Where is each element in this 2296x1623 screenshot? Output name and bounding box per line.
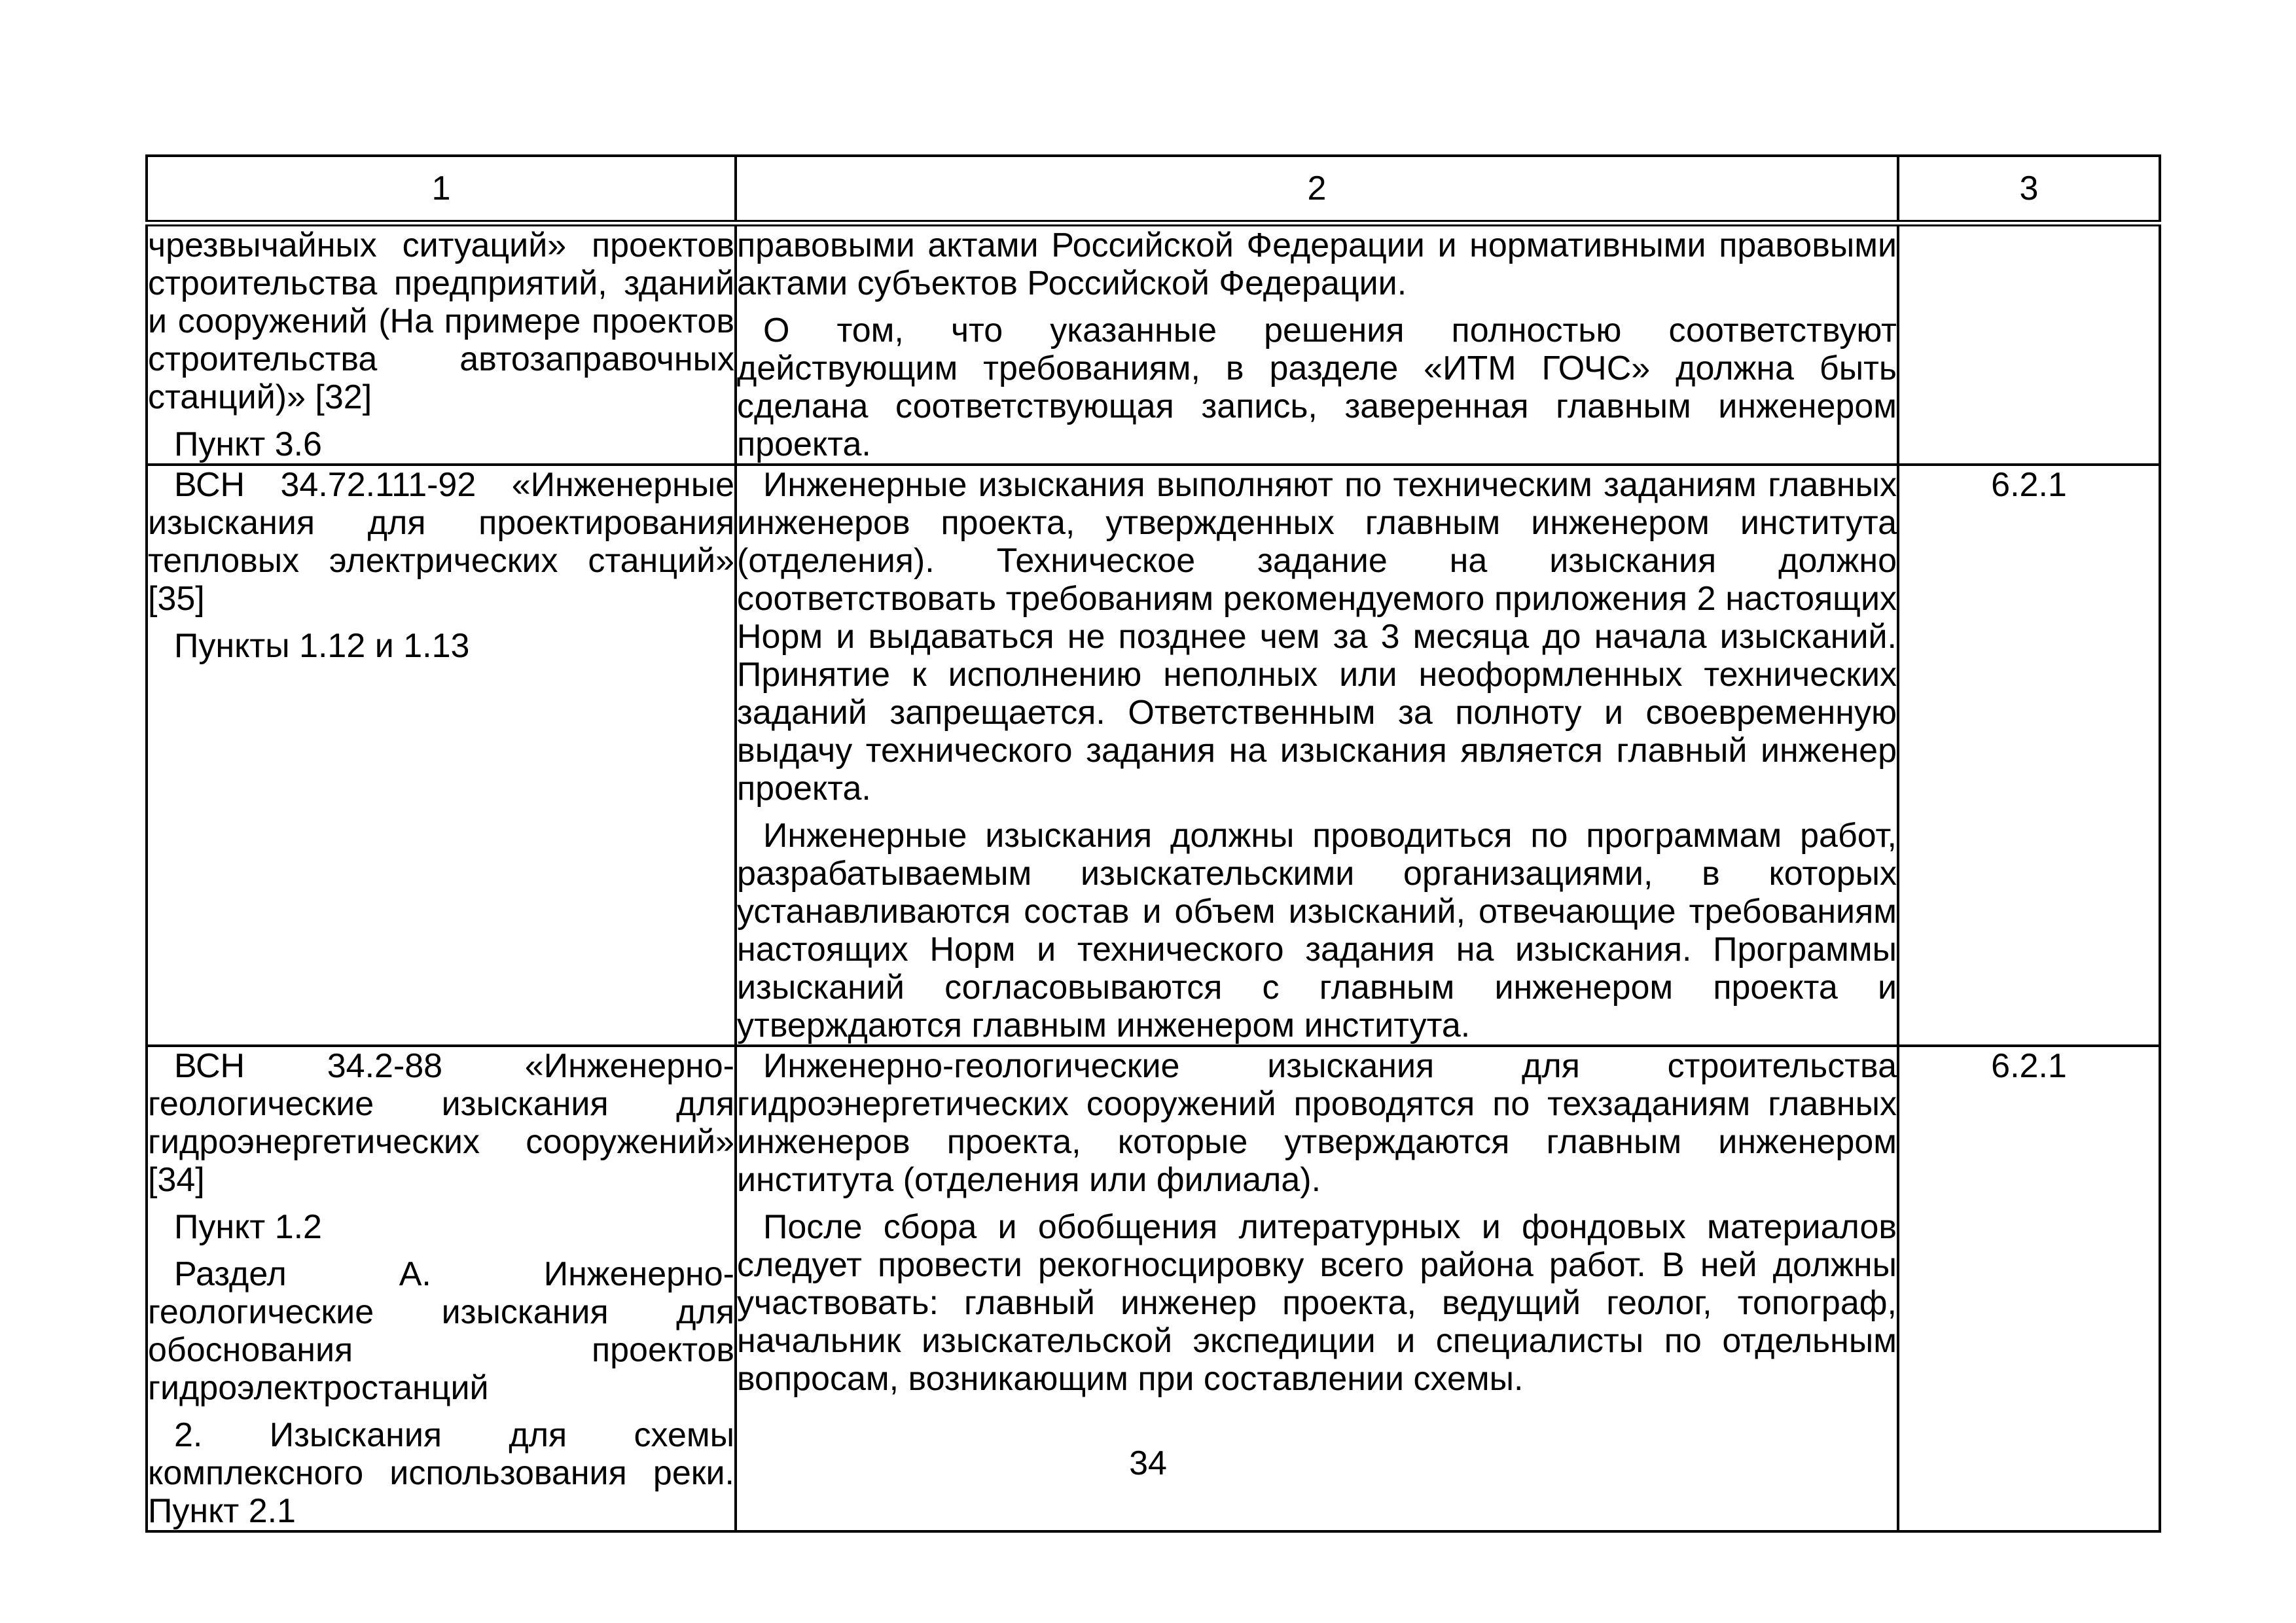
requirement-text-cell: [736, 223, 1898, 465]
document-title: ВСН 34.72.111-92 «Инженерные изыскания для проектирования тепловых электрических станций» [35]: [148, 466, 734, 618]
clause-reference: Пункт 3.6: [174, 425, 322, 463]
table-header-row: [147, 156, 2160, 223]
clause-reference: Пункт 1.2: [174, 1208, 322, 1246]
regulations-table: [145, 154, 2161, 1533]
header-col-3: 3: [1898, 156, 2160, 223]
requirement-paragraph: После сбора и обобщения литературных и фондовых материалов следует провести рекогносцировку всего района работ. В ней должны участвовать: главный инженер проекта, ведущий геолог, топограф, начальник изыскательской экспедиции и специалисты по отдельным вопросам, возникающим при составлении схемы.: [737, 1208, 1897, 1398]
requirement-paragraph: правовыми актами Российской Федерации и нормативными правовыми актами субъектов Российской Федерации.: [737, 226, 1897, 302]
subsection-title: 2. Изыскания для схемы комплексного использования реки. Пункт 2.1: [148, 1416, 734, 1530]
requirement-text-cell: [736, 465, 1898, 1046]
table-row: [147, 465, 2160, 1046]
section-reference-cell: 6.2.1: [1898, 1046, 2160, 1531]
page-number: 34: [1129, 1444, 1167, 1482]
section-reference-cell: [1898, 223, 2160, 465]
document-reference-cell: [147, 223, 736, 465]
table-row: [147, 223, 2160, 465]
requirement-paragraph: Инженерные изыскания должны проводиться по программам работ, разрабатываемым изыскательскими организациями, в которых устанавливаются состав и объем изысканий, отвечающие требованиям настоящих Норм и технического задания на изыскания. Программы изысканий согласовываются с главным инженером проекта и утверждаются главным инженером института.: [737, 817, 1897, 1044]
document-reference-cell: [147, 465, 736, 1046]
requirement-paragraph: Инженерно-геологические изыскания для строительства гидроэнергетических сооружений проводятся по техзаданиям главных инженеров проекта, которые утверждаются главным инженером института (отделения или филиала).: [737, 1047, 1897, 1199]
document-title: ВСН 34.2-88 «Инженерно-геологические изыскания для гидроэнергетических сооружений» [34]: [148, 1047, 734, 1199]
requirement-paragraph: О том, что указанные решения полностью соответствуют действующим требованиям, в разделе «ИТМ ГОЧС» должна быть сделана соответствующая запись, заверенная главным инженером проекта.: [737, 312, 1897, 463]
header-col-2: 2: [736, 156, 1898, 223]
header-col-1: 1: [147, 156, 736, 223]
document-title: чрезвычайных ситуаций» проектов строительства предприятий, зданий и сооружений (На примере проектов строительства автозаправочных станций)» [32]: [148, 226, 734, 416]
section-reference-cell: 6.2.1: [1898, 465, 2160, 1046]
section-title: Раздел А. Инженерно-геологические изыскания для обоснования проектов гидроэлектростанций: [148, 1255, 734, 1407]
clause-reference: Пункты 1.12 и 1.13: [174, 627, 470, 665]
requirement-paragraph: Инженерные изыскания выполняют по техническим заданиям главных инженеров проекта, утвержденных главным инженером института (отделения). Техническое задание на изыскания должно соответствовать требованиям рекомендуемого приложения 2 настоящих Норм и выдаваться не позднее чем за 3 месяца до начала изысканий. Принятие к исполнению неполных или неоформленных технических заданий запрещается. Ответственным за полноту и своевременную выдачу технического задания на изыскания является главный инженер проекта.: [737, 466, 1897, 808]
